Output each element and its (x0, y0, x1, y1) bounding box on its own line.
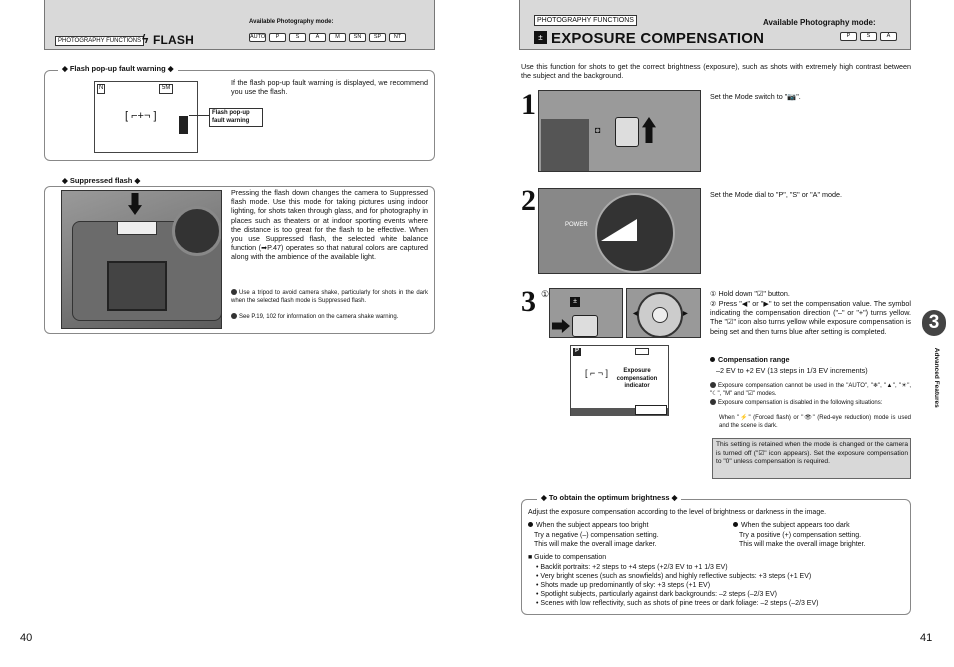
exposure-scale (635, 405, 667, 415)
bullet-icon (710, 357, 715, 362)
guide-item: • Spotlight subjects, particularly against dark backgrounds: –2 steps (–2/3 EV) (536, 590, 906, 599)
camera-screen (541, 119, 589, 171)
compensation-range-title: Compensation range (710, 355, 790, 364)
mode-nt-icon: NT (389, 33, 406, 42)
flash-icon: ϟ (142, 32, 149, 46)
step-1-text: Set the Mode switch to "📷". (710, 92, 801, 101)
exposure-compensation-indicator-label: Exposure compensation indicator (616, 368, 658, 389)
right-mode-icons (840, 32, 897, 41)
suppressed-camera-photo (61, 190, 222, 329)
guide-head: ■ Guide to compensation (528, 554, 607, 561)
camera-screen (107, 261, 167, 311)
bullet-icon (733, 522, 738, 527)
mode-m-icon: M (329, 33, 346, 42)
power-label: POWER (565, 222, 588, 228)
popup-fault-lcd (94, 81, 198, 153)
right-key-icon: ▶ (683, 311, 688, 317)
step-2-photo (538, 188, 701, 274)
chapter-label-text: Advanced Features (932, 347, 940, 408)
exposure-compensation-icon: ± (570, 297, 580, 307)
step-3-sub-1: ① (541, 289, 550, 299)
right-header-title: EXPOSURE COMPENSATION (551, 30, 765, 47)
right-header-tag: PHOTOGRAPHY FUNCTIONS (534, 15, 637, 26)
flash-unit (117, 221, 157, 235)
af-frame-icon: [ ⌐+¬ ] (125, 110, 157, 122)
compensation-range-text: –2 EV to +2 EV (13 steps in 1/3 EV increments) (716, 366, 868, 375)
chapter-tab-label (926, 340, 942, 420)
bright-line-1: Try a negative (–) compensation setting. (534, 532, 659, 539)
mode-auto-icon: AUTO (250, 34, 266, 40)
note-icon (231, 313, 237, 319)
right-available-label: Available Photography mode: (763, 18, 876, 27)
guide-item: • Shots made up predominantly of sky: +3 steps (+1 EV) (536, 581, 906, 590)
right-header (519, 0, 911, 50)
step-3-line-2: ② Press "◀" or "▶" to set the compensation value. The symbol indicating the compensation direction ("–" or "+") turns yellow. The "☑" icon also turns yellow while exposure compensation is being set and then turns blue after setting is completed. (710, 299, 911, 336)
up-arrow-icon (642, 117, 656, 143)
left-header-tag: PHOTOGRAPHY FUNCTIONS (55, 36, 144, 46)
bullet-icon (528, 522, 533, 527)
step-2-text: Set the Mode dial to "P", "S" or "A" mode. (710, 190, 842, 199)
note-icon (710, 399, 716, 405)
step-1-photo (538, 90, 701, 172)
note-3: When "⚡" (Forced flash) or "👁" (Red-eye reduction) mode is used and the scene is dark. (719, 415, 911, 429)
callout-line (189, 115, 209, 116)
exposure-button (572, 315, 598, 337)
guide-item: • Scenes with low reflectivity, such as shots of pine trees or dark foliage: –2 steps (–2/3 EV) (536, 599, 906, 608)
retained-setting-text: This setting is retained when the mode is changed or the camera is turned off ("☑" icon appears). Set the exposure compensation to "0" unless compensation is required. (716, 441, 908, 465)
popup-fault-title: ◆ Flash pop-up fault warning ◆ (58, 64, 178, 73)
lcd-mode-indicator: N (97, 84, 105, 94)
retained-setting-box (712, 438, 911, 479)
mode-sp-icon: SP (369, 33, 386, 42)
optimum-intro: Adjust the exposure compensation according to the level of brightness or darkness in the image. (528, 509, 827, 516)
af-frame-icon: [ ⌐ ¬ ] (585, 368, 609, 378)
dark-head: When the subject appears too dark (733, 521, 850, 530)
step-3-photo-1 (549, 288, 623, 338)
step-3-number: 3 (521, 285, 536, 318)
step-1-number: 1 (521, 88, 536, 121)
left-key-icon: ◀ (633, 311, 638, 317)
lcd-quality-indicator: 5M (159, 84, 173, 94)
step-2-number: 2 (521, 184, 536, 217)
flash-fault-icon (179, 116, 188, 134)
suppressed-text: Pressing the flash down changes the camera to Suppressed flash mode. Use this mode for taking pictures using indoor lighting, for shots taken through glass, and for photography in places such as theaters or at indoor sporting events where the distance is too great for the flash to be effective. When you use Suppressed flash, the selected white balance function (➡P.47) operates so that natural colors are captured along with the ambience of the available light. (231, 188, 428, 262)
dark-line-2: This will make the overall image brighter. (739, 541, 866, 548)
mode-a-icon: A (309, 33, 326, 42)
mode-a-icon: A (880, 32, 897, 41)
menu-ok-button (652, 307, 668, 323)
mode-switch (615, 117, 639, 147)
camera-mode-icon: ◘ (595, 125, 601, 135)
dark-line-1: Try a positive (+) compensation setting. (739, 532, 862, 539)
note-icon (231, 289, 237, 295)
left-mode-icons (249, 33, 406, 42)
left-header (44, 0, 435, 50)
mode-p-icon: P (840, 32, 857, 41)
press-down-arrow-icon (128, 193, 142, 215)
suppressed-note-2: See P.19, 102 for information on the camera shake warning. (231, 313, 428, 322)
right-arrow-icon (552, 319, 570, 333)
mode-p-icon: P (269, 33, 286, 42)
step-3-line-1: ① Hold down "☑" button. (710, 289, 790, 298)
intro-text: Use this function for shots to get the correct brightness (exposure), such as shots with extremely high contrast between the subject and the background. (521, 62, 911, 81)
guide-list (536, 563, 906, 608)
right-page-number: 41 (920, 632, 933, 644)
left-available-label: Available Photography mode: (249, 19, 334, 25)
mode-sn-icon: SN (349, 33, 366, 42)
chapter-tab: 3 (922, 310, 946, 336)
mode-s-icon: S (289, 33, 306, 42)
step-3-photo-2 (626, 288, 701, 338)
camera-lens (172, 206, 222, 256)
note-2: Exposure compensation is disabled in the following situations: (710, 399, 911, 408)
exposure-compensation-icon: ± (534, 31, 547, 44)
popup-fault-callout: Flash pop-up fault warning (209, 108, 263, 127)
lcd-quality-indicator (635, 348, 649, 355)
lcd-mode-indicator: P (575, 348, 580, 354)
note-icon (710, 382, 716, 388)
optimum-title: ◆ To obtain the optimum brightness ◆ (537, 493, 681, 502)
suppressed-note-1: Use a tripod to avoid camera shake, particularly for shots in the dark when the selected flash mode is Suppressed flash. (231, 290, 428, 304)
bright-head: When the subject appears too bright (528, 521, 648, 530)
bright-line-2: This will make the overall image darker. (534, 541, 657, 548)
popup-fault-text: If the flash pop-up fault warning is displayed, we recommend you use the flash. (231, 78, 428, 97)
suppressed-title: ◆ Suppressed flash ◆ (58, 176, 144, 185)
guide-item: • Very bright scenes (such as snowfields) and highly reflective subjects: +3 steps (+1 EV) (536, 572, 906, 581)
note-1: Exposure compensation cannot be used in the "AUTO", "❄", "▲", "☀", "☾", "M" and "☑" modes. (710, 383, 911, 397)
guide-item: • Backlit portraits: +2 steps to +4 steps (+2/3 EV to +1 1/3 EV) (536, 563, 906, 572)
left-header-title: FLASH (153, 33, 194, 47)
left-page-number: 40 (20, 632, 33, 644)
mode-s-icon: S (860, 32, 877, 41)
step-3-lcd (570, 345, 669, 416)
